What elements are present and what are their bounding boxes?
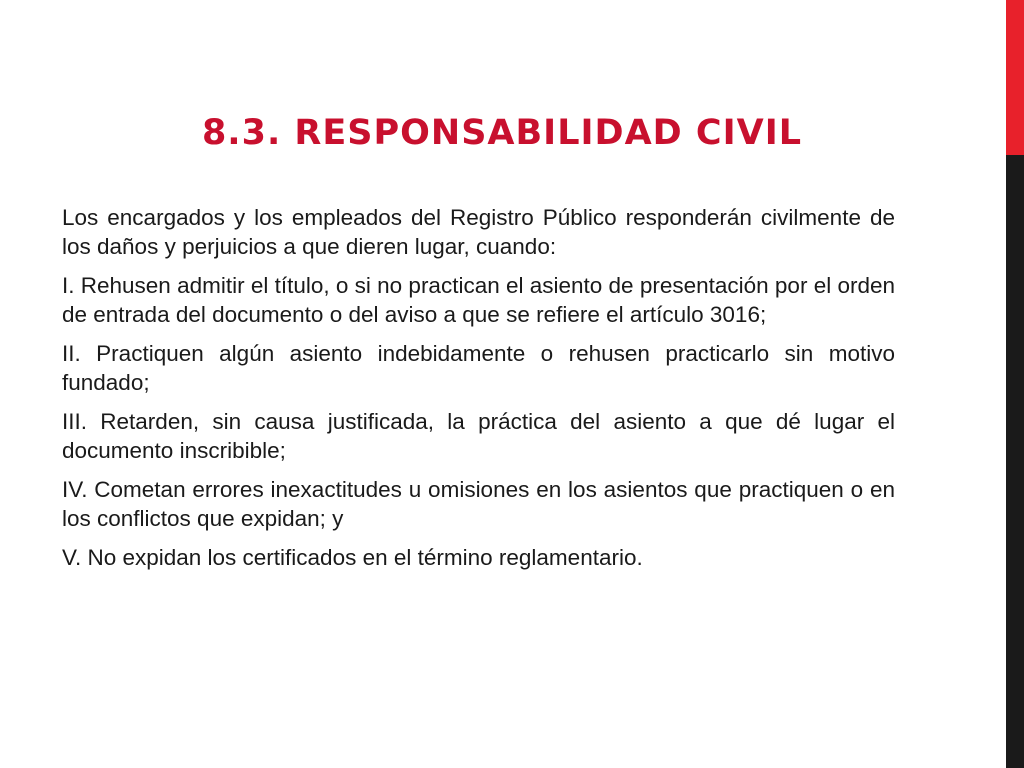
- paragraph-item-1: I. Rehusen admitir el título, o si no practican el asiento de presentación por el orden de entrada del documento o del aviso a que se refiere el artículo 3016;: [62, 273, 895, 327]
- paragraph-item-4: IV. Cometan errores inexactitudes u omisiones en los asientos que practiquen o en los conflictos que expidan; y: [62, 477, 895, 531]
- paragraph-item-2: II. Practiquen algún asiento indebidamente o rehusen practicarlo sin motivo fundado;: [62, 341, 895, 395]
- slide-body: [62, 203, 895, 582]
- paragraph-intro: Los encargados y los empleados del Registro Público responderán civilmente de los daños y perjuicios a que dieren lugar, cuando:: [62, 205, 895, 259]
- slide-title: 8.3. RESPONSABILIDAD CIVIL: [201, 113, 803, 153]
- paragraph-item-3: III. Retarden, sin causa justificada, la práctica del asiento a que dé lugar el documento inscribible;: [62, 409, 895, 463]
- accent-bar-black: [1006, 155, 1024, 768]
- paragraph-item-5: V. No expidan los certificados en el término reglamentario.: [62, 545, 643, 570]
- accent-bar-red: [1006, 0, 1024, 155]
